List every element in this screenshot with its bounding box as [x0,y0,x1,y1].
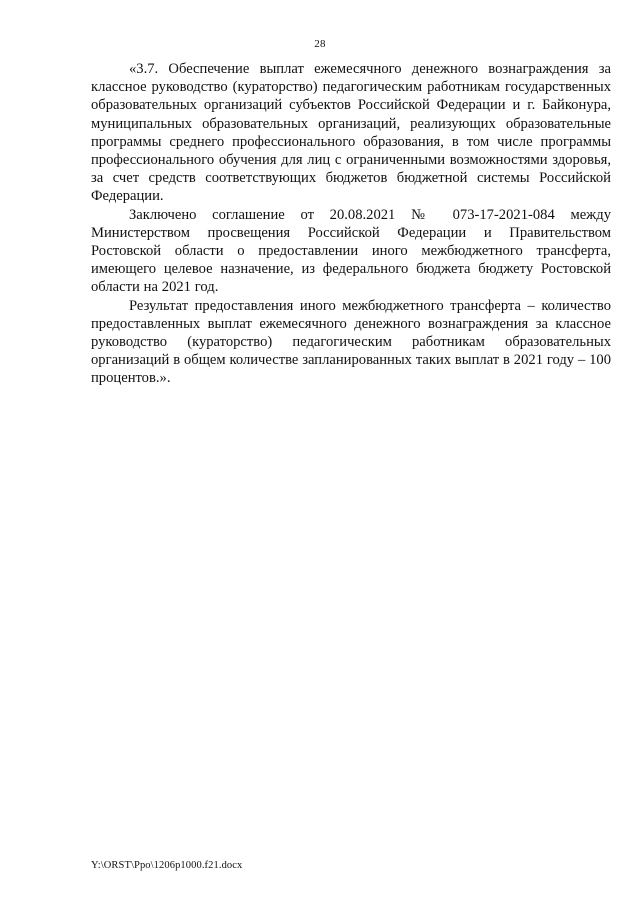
paragraph-section-3-7: «3.7. Обеспечение выплат ежемесячного денежного вознаграждения за классное руководство (кураторство) педагогическим работникам государственных образовательных организаций субъектов Российской Федерации и г. Байконура, муниципальных образовательных организаций, реализующих образовательные программы среднего профессионального образования, в том числе программы профессионального обучения для лиц с ограниченными возможностями здоровья, за счет средств соответствующих бюджетов бюджетной системы Российской Федерации. [91,61,611,205]
paragraph-result: Результат предоставления иного межбюджетного трансферта – количество предоставленных выплат ежемесячного денежного вознаграждения за классное руководство (кураторство) педагогическим работникам образовательных организаций в общем количестве запланированных таких выплат в 2021 году – 100 процентов.». [91,297,611,387]
document-body [91,60,611,388]
footer-file-path: Y:\ORST\Ppo\1206p1000.f21.docx [91,860,243,871]
paragraph-agreement: Заключено соглашение от 20.08.2021 № 073-17-2021-084 между Министерством просвещения Российской Федерации и Правительством Ростовской области о предоставлении иного межбюджетного трансферта, имеющего целевое назначение, из федерального бюджета бюджету Ростовской области на 2021 год. [91,206,611,296]
page-number: 28 [314,38,326,50]
